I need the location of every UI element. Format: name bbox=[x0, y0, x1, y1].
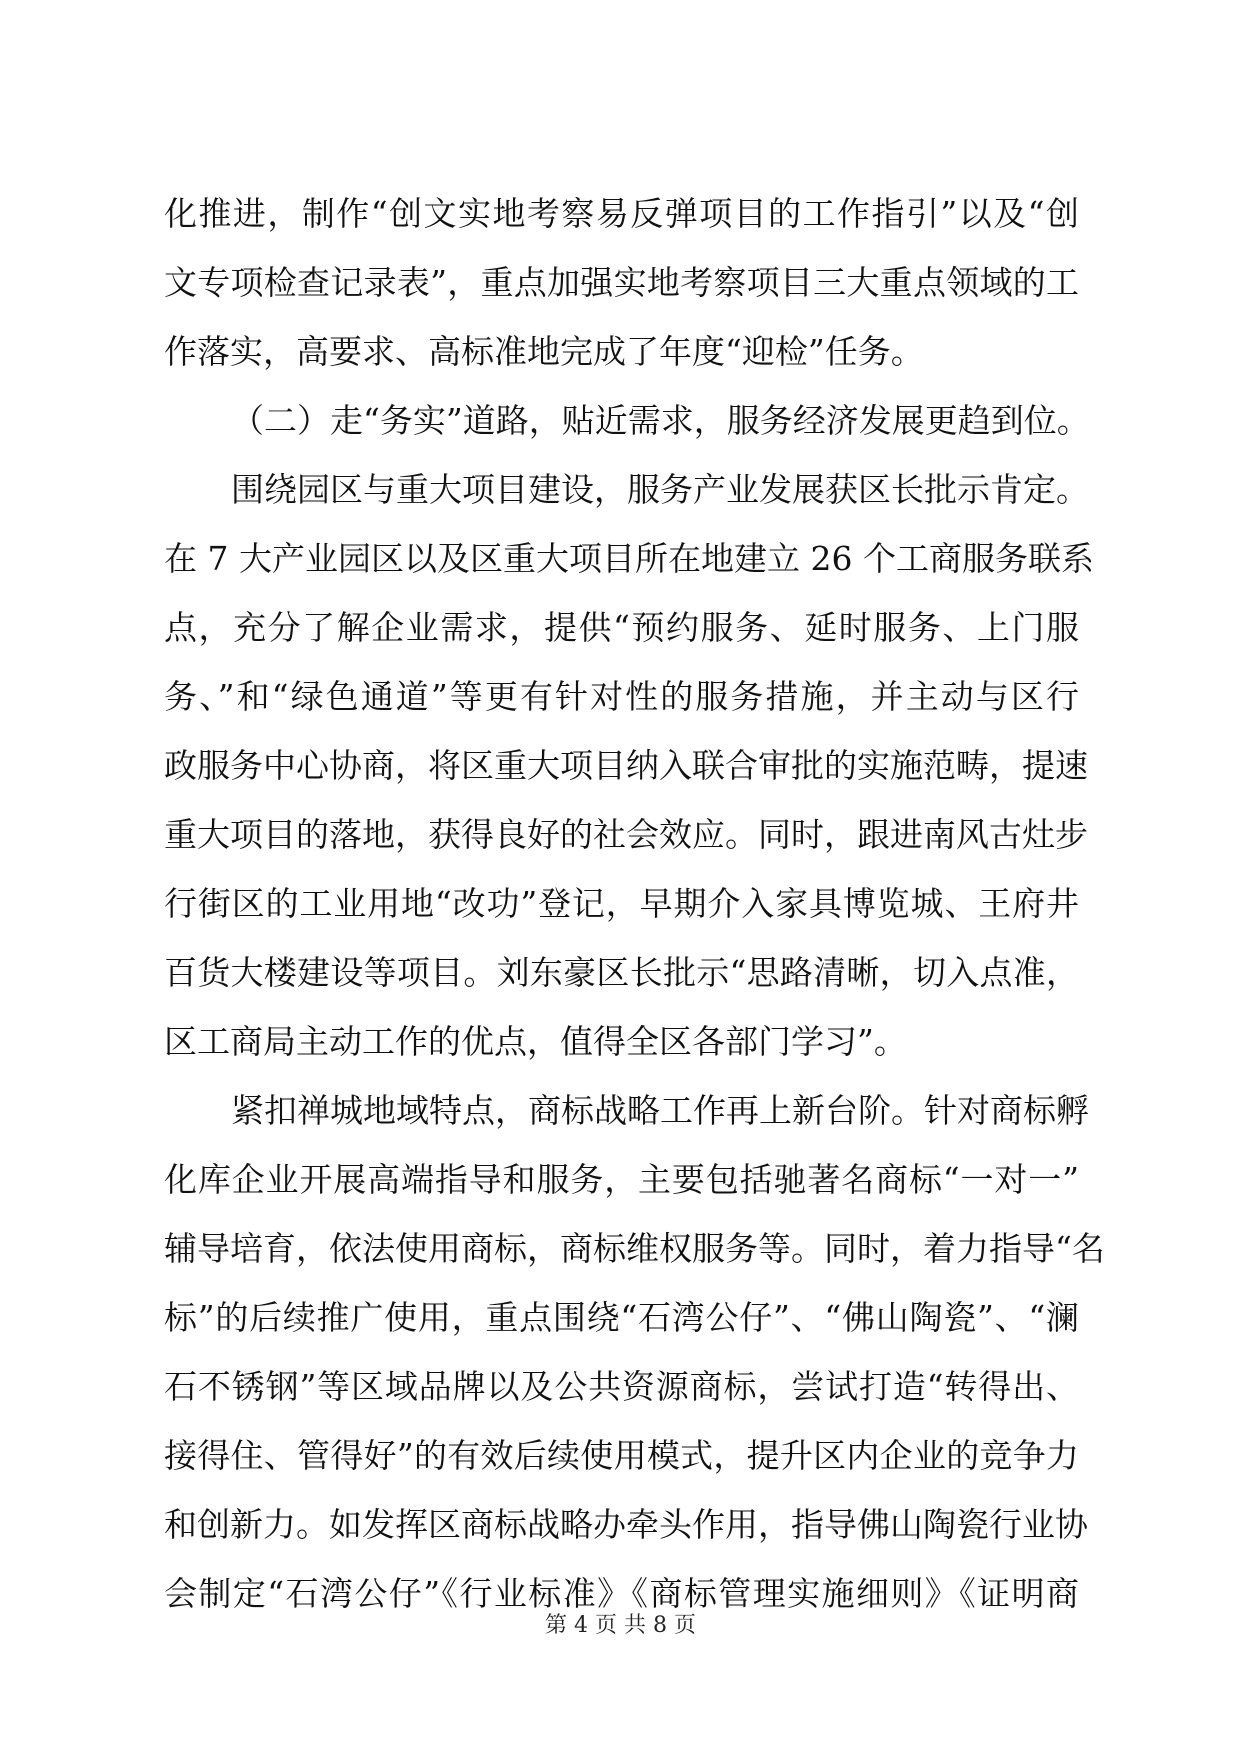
body-line: 围绕园区与重大项目建设，服务产业发展获区长批示肯定。 bbox=[231, 470, 1089, 509]
page-number-footer: 第 4 页 共 8 页 bbox=[545, 1613, 696, 1638]
body-line: 政服务中心协商，将区重大项目纳入联合审批的实施范畴，提速 bbox=[164, 746, 1088, 785]
body-line: 区工商局主动工作的优点，值得全区各部门学习”。 bbox=[164, 1022, 907, 1061]
body-line: 石不锈钢”等区域品牌以及公共资源商标，尝试打造“转得出、 bbox=[164, 1367, 1079, 1406]
body-line: 和创新力。如发挥区商标战略办牵头作用，指导佛山陶瓷行业协 bbox=[164, 1505, 1088, 1544]
body-line: 紧扣禅城地域特点，商标战略工作再上新台阶。针对商标孵 bbox=[231, 1091, 1089, 1130]
body-line: 标”的后续推广使用，重点围绕“石湾公仔”、“佛山陶瓷”、“澜 bbox=[164, 1298, 1079, 1337]
body-line: 文专项检查记录表”，重点加强实地考察项目三大重点领域的工 bbox=[164, 263, 1079, 302]
body-line: 化推进，制作“创文实地考察易反弹项目的工作指引”以及“创 bbox=[164, 194, 1079, 233]
body-line: 接得住、管得好”的有效后续使用模式，提升区内企业的竞争力 bbox=[164, 1436, 1079, 1475]
body-line: 点，充分了解企业需求，提供“预约服务、延时服务、上门服 bbox=[164, 608, 1079, 647]
body-line: 百货大楼建设等项目。刘东豪区长批示“思路清晰，切入点准， bbox=[164, 953, 1079, 992]
body-line: 作落实，高要求、高标准地完成了年度“迎检”任务。 bbox=[164, 332, 924, 371]
body-line: 务、”和“绿色通道”等更有针对性的服务措施，并主动与区行 bbox=[164, 677, 1079, 716]
body-line: 辅导培育，依法使用商标，商标维权服务等。同时，着力指导“名 bbox=[164, 1229, 1105, 1268]
body-line: 重大项目的落地，获得良好的社会效应。同时，跟进南风古灶步 bbox=[164, 815, 1088, 854]
section-heading: （二）走“务实”道路，贴近需求，服务经济发展更趋到位。 bbox=[231, 401, 1090, 440]
body-line: 在 7 大产业园区以及区重大项目所在地建立 26 个工商服务联系 bbox=[164, 539, 1094, 578]
body-line: 会制定“石湾公仔”《行业标准》《商标管理实施细则》《证明商 bbox=[164, 1574, 1079, 1613]
body-line: 行街区的工业用地“改功”登记，早期介入家具博览城、王府井 bbox=[164, 884, 1079, 923]
body-line: 化库企业开展高端指导和服务，主要包括驰著名商标“一对一” bbox=[164, 1160, 1079, 1199]
